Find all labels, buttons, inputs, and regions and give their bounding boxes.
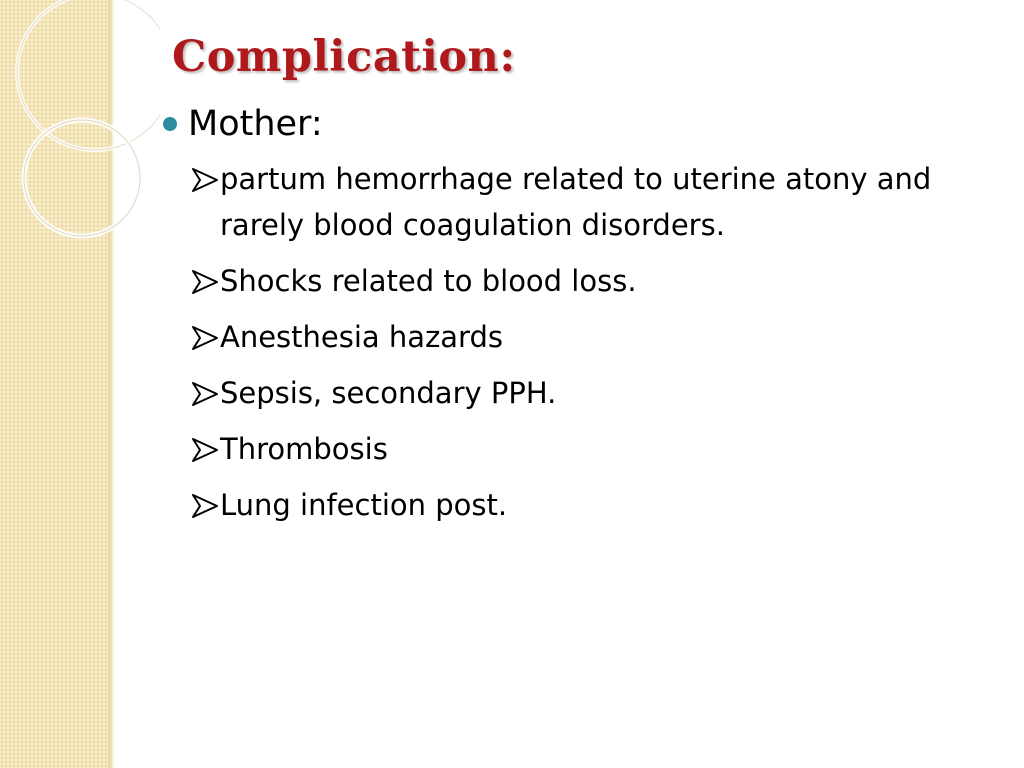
complication-list <box>160 156 1020 528</box>
arrow-bullet-icon <box>190 381 220 407</box>
list-item-text: partum hemorrhage related to uterine atony and rarely blood coagulation disorders. <box>220 162 932 242</box>
mother-heading: Mother: <box>188 104 323 144</box>
arrow-bullet-icon <box>190 269 220 295</box>
list-item <box>160 482 1020 528</box>
list-item <box>160 370 1020 416</box>
list-item <box>160 156 1020 248</box>
list-item-text: Thrombosis <box>220 432 388 466</box>
slide-content <box>160 98 1020 528</box>
arrow-bullet-icon <box>190 493 220 519</box>
mother-heading-row <box>160 98 1020 150</box>
list-item-text: Lung infection post. <box>220 488 508 522</box>
list-item <box>160 314 1020 360</box>
decorative-circles <box>0 0 160 260</box>
list-item-text: Anesthesia hazards <box>220 320 503 354</box>
arrow-bullet-icon <box>190 167 220 193</box>
list-item <box>160 426 1020 472</box>
arrow-bullet-icon <box>190 325 220 351</box>
arrow-bullet-icon <box>190 437 220 463</box>
slide-title: Complication: <box>172 32 516 82</box>
list-item-text: Shocks related to blood loss. <box>220 264 637 298</box>
bullet-dot-icon <box>163 117 177 131</box>
list-item <box>160 258 1020 304</box>
list-item-text: Sepsis, secondary PPH. <box>220 376 557 410</box>
